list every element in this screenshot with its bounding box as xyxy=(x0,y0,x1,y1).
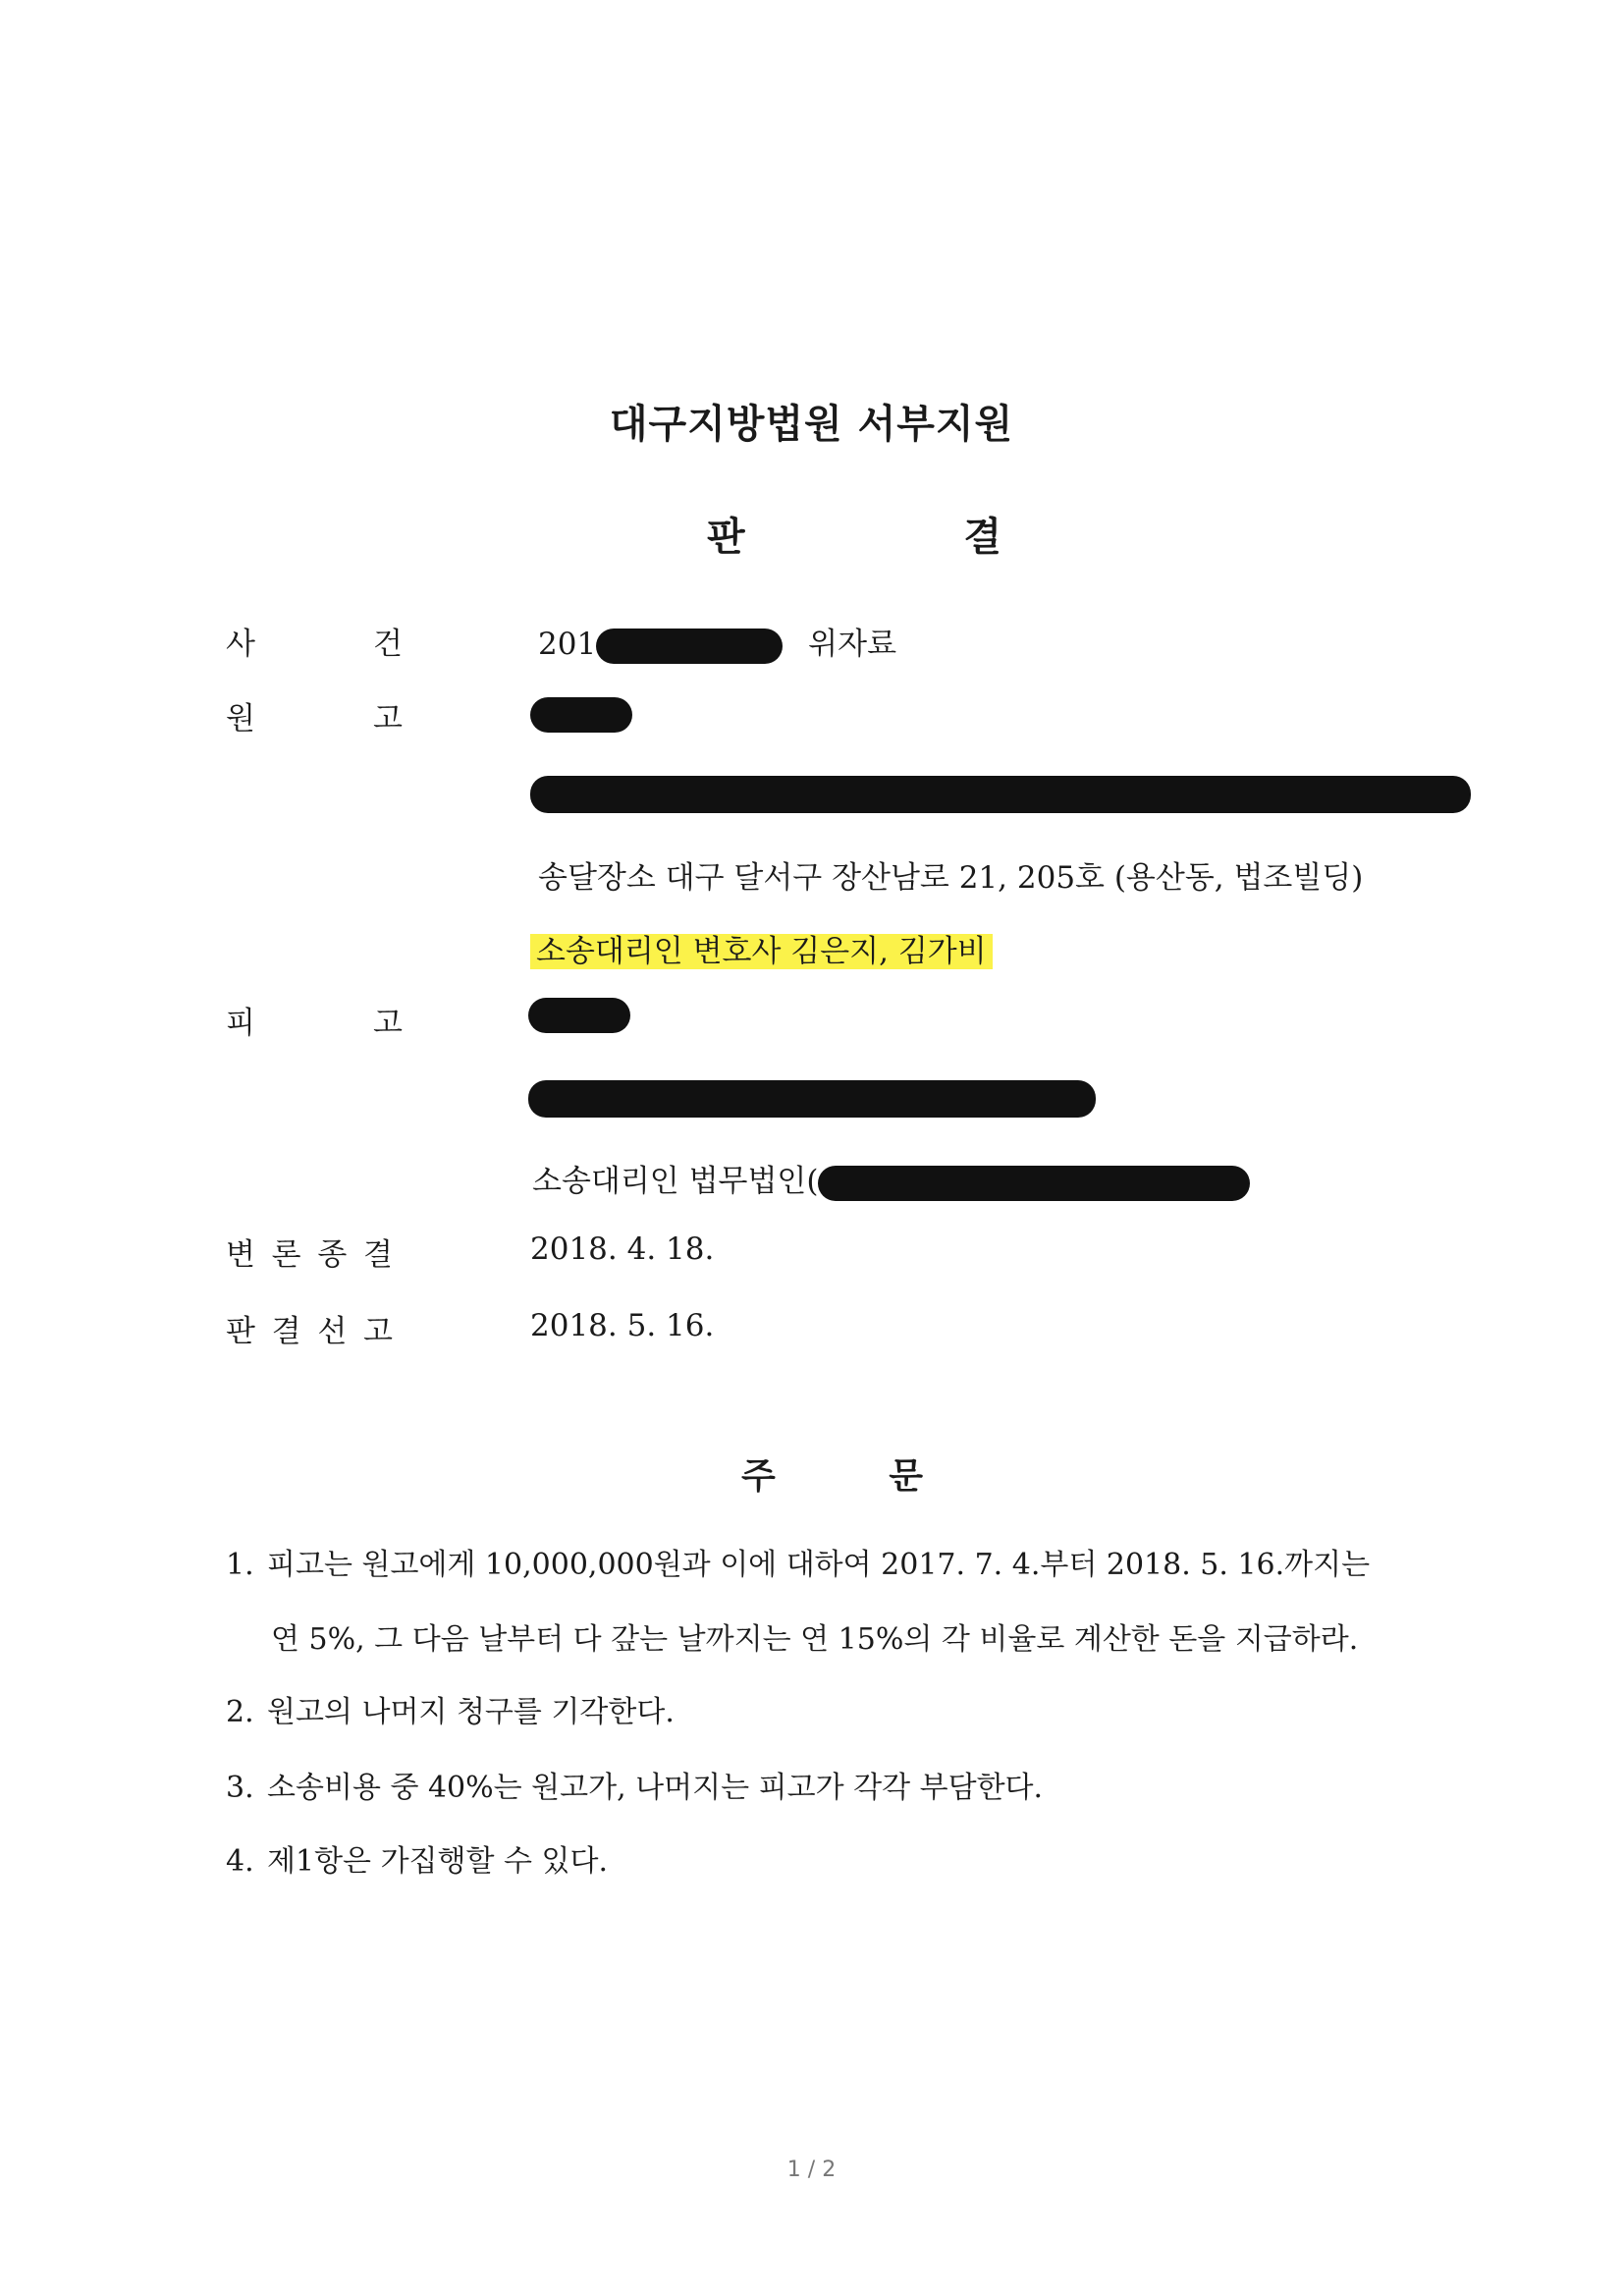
order-title: 주 문 xyxy=(741,1456,923,1497)
plaintiff-name-redaction xyxy=(530,697,632,733)
court-name: 대구지방법원 서부지원 xyxy=(609,402,1014,447)
order-item-3 xyxy=(226,1763,1443,1806)
defendant-counsel-prefix: 소송대리인 법무법인( xyxy=(532,1164,819,1199)
case-label: 사 건 xyxy=(226,627,403,662)
plaintiff-label: 원 고 xyxy=(226,701,403,737)
document-title xyxy=(707,506,1001,562)
plaintiff-address-redaction xyxy=(530,776,1471,813)
order-number: 1. xyxy=(226,1548,254,1582)
case-name: 위자료 xyxy=(808,627,897,662)
order-item-1-line-1 xyxy=(226,1540,1443,1583)
title-char: 결 xyxy=(963,515,1001,560)
order-item-4 xyxy=(226,1836,1443,1880)
order-text: 피고는 원고에게 10,000,000원과 이에 대하여 2017. 7. 4.부터 2018. 5. 16.까지는 xyxy=(267,1548,1371,1582)
order-number: 2. xyxy=(226,1695,254,1729)
closing-label: 변 론 종 결 xyxy=(226,1237,393,1273)
plaintiff-service-address: 송달장소 대구 달서구 장산남로 21, 205호 (용산동, 법조빌딩) xyxy=(538,860,1364,896)
order-text: 소송비용 중 40%는 원고가, 나머지는 피고가 각각 부담한다. xyxy=(267,1771,1044,1805)
order-text: 원고의 나머지 청구를 기각한다. xyxy=(267,1695,675,1729)
defendant-label: 피 고 xyxy=(226,1006,403,1041)
defendant-counsel xyxy=(532,1156,1250,1201)
case-value xyxy=(538,619,896,664)
defendant-name-redaction xyxy=(528,998,630,1033)
order-number: 4. xyxy=(226,1844,254,1879)
page-number: 1 / 2 xyxy=(786,2158,837,2182)
defendant-address-redaction xyxy=(528,1080,1096,1118)
redaction xyxy=(596,629,783,664)
highlighted-counsel: 소송대리인 변호사 김은지, 김가비 xyxy=(530,934,993,969)
redaction xyxy=(818,1166,1250,1201)
order-item-1-line-2: 연 5%, 그 다음 날부터 다 갚는 날까지는 연 15%의 각 비율로 계산한 돈을 지급하라. xyxy=(271,1622,1359,1657)
case-number-prefix: 201 xyxy=(538,627,597,662)
order-item-2 xyxy=(226,1687,1443,1730)
title-char: 판 xyxy=(707,515,745,560)
judgment-label: 판 결 선 고 xyxy=(226,1314,393,1349)
judgment-date: 2018. 5. 16. xyxy=(530,1308,715,1343)
order-text: 제1항은 가집행할 수 있다. xyxy=(267,1844,609,1879)
order-number: 3. xyxy=(226,1771,254,1805)
plaintiff-counsel xyxy=(530,926,993,970)
closing-date: 2018. 4. 18. xyxy=(530,1231,715,1267)
